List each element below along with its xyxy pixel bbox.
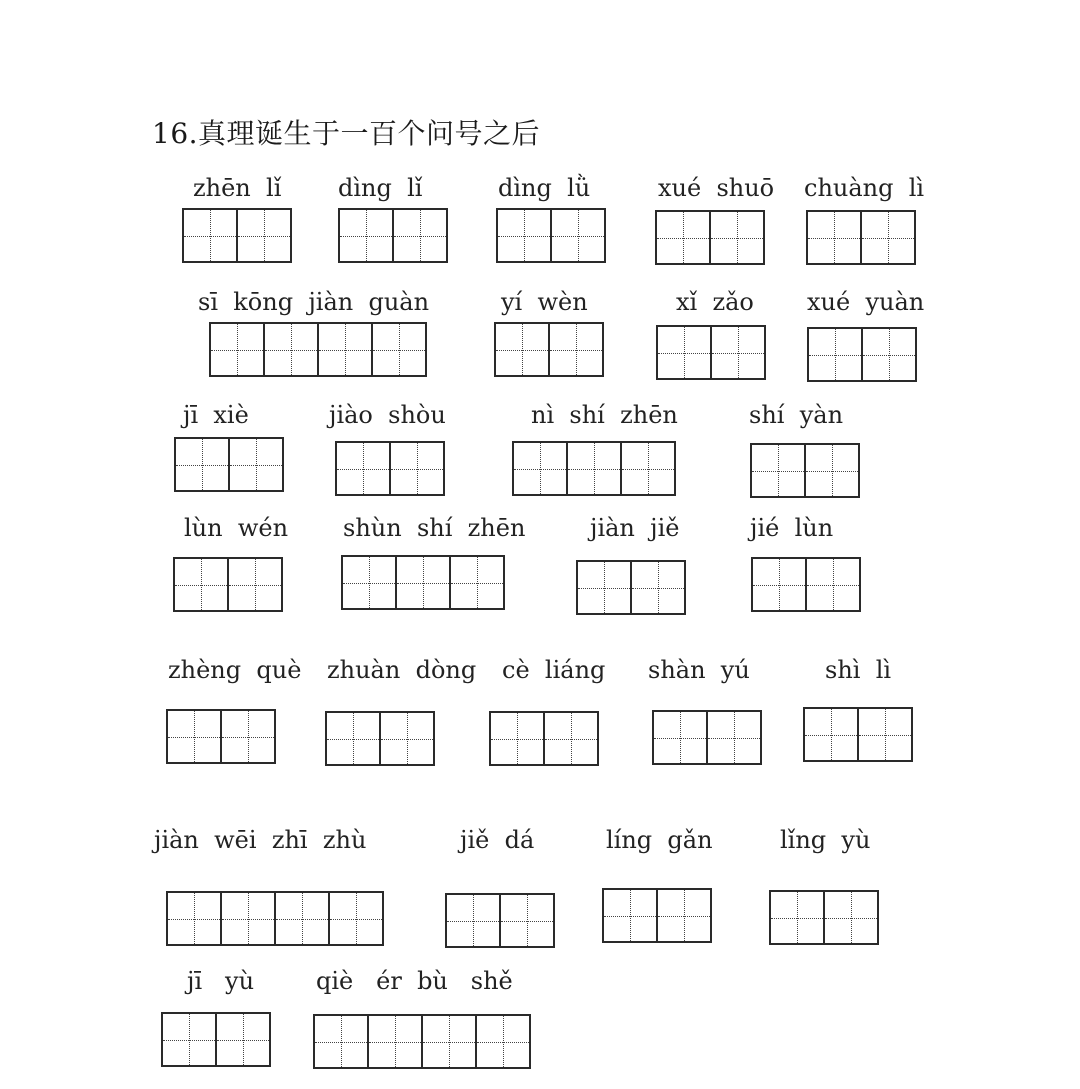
character-writing-grid [655, 210, 765, 265]
tianzige-cell[interactable] [182, 208, 238, 263]
character-writing-grid [335, 441, 445, 496]
character-writing-grid [489, 711, 599, 766]
tianzige-cell[interactable] [220, 709, 276, 764]
pinyin-prompt: líng gǎn [606, 826, 713, 854]
tianzige-cell[interactable] [805, 557, 861, 612]
tianzige-cell[interactable] [489, 711, 545, 766]
tianzige-cell[interactable] [371, 322, 427, 377]
tianzige-cell[interactable] [652, 710, 708, 765]
character-writing-grid [313, 1014, 531, 1069]
tianzige-cell[interactable] [543, 711, 599, 766]
pinyin-prompt: jī yù [187, 967, 255, 995]
character-writing-grid [209, 322, 427, 377]
tianzige-cell[interactable] [709, 210, 765, 265]
tianzige-cell[interactable] [710, 325, 766, 380]
character-writing-grid [751, 557, 861, 612]
tianzige-cell[interactable] [550, 208, 606, 263]
tianzige-cell[interactable] [803, 707, 859, 762]
pinyin-prompt: shàn yú [648, 656, 750, 684]
tianzige-cell[interactable] [860, 210, 916, 265]
character-writing-grid [174, 437, 284, 492]
pinyin-prompt: yí wèn [501, 288, 588, 316]
lesson-title: 16.真理诞生于一百个问号之后 [152, 117, 541, 150]
pinyin-prompt: shùn shí zhēn [343, 514, 526, 542]
tianzige-cell[interactable] [166, 709, 222, 764]
character-writing-grid [182, 208, 292, 263]
tianzige-cell[interactable] [338, 208, 394, 263]
character-writing-grid [806, 210, 916, 265]
tianzige-cell[interactable] [236, 208, 292, 263]
tianzige-cell[interactable] [227, 557, 283, 612]
tianzige-cell[interactable] [263, 322, 319, 377]
character-writing-grid [325, 711, 435, 766]
tianzige-cell[interactable] [751, 557, 807, 612]
pinyin-prompt: lùn wén [184, 514, 289, 542]
character-writing-grid [769, 890, 879, 945]
tianzige-cell[interactable] [602, 888, 658, 943]
tianzige-cell[interactable] [566, 441, 622, 496]
tianzige-cell[interactable] [313, 1014, 369, 1069]
pinyin-prompt: jī xiè [183, 401, 249, 429]
tianzige-cell[interactable] [449, 555, 505, 610]
tianzige-cell[interactable] [475, 1014, 531, 1069]
pinyin-prompt: sī kōng jiàn guàn [198, 288, 430, 316]
pinyin-prompt: jiàn jiě [590, 514, 680, 542]
tianzige-cell[interactable] [317, 322, 373, 377]
tianzige-cell[interactable] [750, 443, 806, 498]
tianzige-cell[interactable] [445, 893, 501, 948]
tianzige-cell[interactable] [656, 325, 712, 380]
tianzige-cell[interactable] [392, 208, 448, 263]
tianzige-cell[interactable] [421, 1014, 477, 1069]
pinyin-prompt: qiè ér bù shě [316, 967, 513, 995]
character-writing-grid [656, 325, 766, 380]
pinyin-prompt: dìng lǜ [498, 174, 591, 202]
tianzige-cell[interactable] [209, 322, 265, 377]
pinyin-prompt: cè liáng [502, 656, 606, 684]
character-writing-grid [445, 893, 555, 948]
tianzige-cell[interactable] [228, 437, 284, 492]
tianzige-cell[interactable] [379, 711, 435, 766]
tianzige-cell[interactable] [620, 441, 676, 496]
tianzige-cell[interactable] [367, 1014, 423, 1069]
character-writing-grid [341, 555, 505, 610]
pinyin-prompt: xué shuō [658, 174, 775, 202]
tianzige-cell[interactable] [630, 560, 686, 615]
pinyin-prompt: shí yàn [749, 401, 844, 429]
tianzige-cell[interactable] [656, 888, 712, 943]
pinyin-prompt: jié lùn [750, 514, 834, 542]
tianzige-cell[interactable] [274, 891, 330, 946]
character-writing-grid [161, 1012, 271, 1067]
tianzige-cell[interactable] [576, 560, 632, 615]
pinyin-prompt: dìng lǐ [338, 174, 423, 202]
pinyin-prompt: zhēn lǐ [193, 174, 282, 202]
tianzige-cell[interactable] [161, 1012, 217, 1067]
tianzige-cell[interactable] [335, 441, 391, 496]
pinyin-prompt: zhuàn dòng [327, 656, 477, 684]
character-writing-grid [173, 557, 283, 612]
tianzige-cell[interactable] [548, 322, 604, 377]
tianzige-cell[interactable] [173, 557, 229, 612]
pinyin-prompt: xǐ zǎo [676, 288, 754, 316]
tianzige-cell[interactable] [769, 890, 825, 945]
tianzige-cell[interactable] [328, 891, 384, 946]
character-writing-grid [338, 208, 448, 263]
tianzige-cell[interactable] [806, 210, 862, 265]
character-writing-grid [166, 709, 276, 764]
pinyin-prompt: zhèng què [168, 656, 302, 684]
tianzige-cell[interactable] [215, 1012, 271, 1067]
tianzige-cell[interactable] [220, 891, 276, 946]
pinyin-prompt: shì lì [825, 656, 892, 684]
tianzige-cell[interactable] [325, 711, 381, 766]
character-writing-grid [494, 322, 604, 377]
character-writing-grid [807, 327, 917, 382]
tianzige-cell[interactable] [494, 322, 550, 377]
character-writing-grid [576, 560, 686, 615]
tianzige-cell[interactable] [389, 441, 445, 496]
tianzige-cell[interactable] [823, 890, 879, 945]
pinyin-prompt: lǐng yù [780, 826, 871, 854]
tianzige-cell[interactable] [174, 437, 230, 492]
pinyin-prompt: jiě dá [460, 826, 535, 854]
tianzige-cell[interactable] [706, 710, 762, 765]
character-writing-grid [602, 888, 712, 943]
pinyin-prompt: jiàn wēi zhī zhù [154, 826, 367, 854]
tianzige-cell[interactable] [861, 327, 917, 382]
tianzige-cell[interactable] [496, 208, 552, 263]
character-writing-grid [166, 891, 384, 946]
tianzige-cell[interactable] [341, 555, 397, 610]
tianzige-cell[interactable] [804, 443, 860, 498]
tianzige-cell[interactable] [807, 327, 863, 382]
pinyin-prompt: xué yuàn [807, 288, 925, 316]
tianzige-cell[interactable] [395, 555, 451, 610]
character-writing-grid [750, 443, 860, 498]
character-writing-grid [803, 707, 913, 762]
tianzige-cell[interactable] [655, 210, 711, 265]
tianzige-cell[interactable] [166, 891, 222, 946]
tianzige-cell[interactable] [857, 707, 913, 762]
pinyin-prompt: jiào shòu [329, 401, 446, 429]
tianzige-cell[interactable] [499, 893, 555, 948]
character-writing-grid [652, 710, 762, 765]
character-writing-grid [512, 441, 676, 496]
character-writing-grid [496, 208, 606, 263]
pinyin-prompt: nì shí zhēn [531, 401, 678, 429]
tianzige-cell[interactable] [512, 441, 568, 496]
pinyin-prompt: chuàng lì [804, 174, 925, 202]
